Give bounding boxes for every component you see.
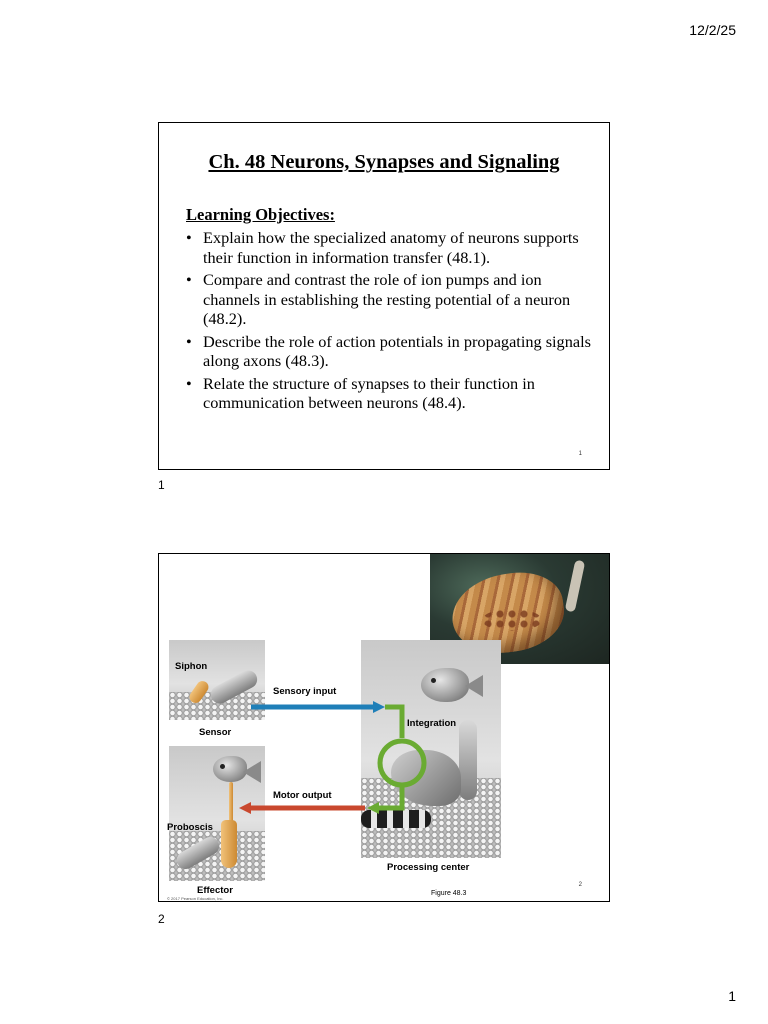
motor-output-label: Motor output	[273, 790, 332, 801]
slide-index-label: 2	[158, 912, 165, 926]
slide-2	[158, 553, 610, 902]
figure-caption: Figure 48.3	[431, 890, 467, 897]
processing-center-label: Processing center	[387, 862, 470, 873]
sensory-input-arrow	[251, 701, 385, 713]
slide-1	[158, 122, 610, 470]
objective-item: • Describe the role of action potentials in propagating signals along axons (48.3).	[186, 332, 594, 371]
motor-output-arrow	[239, 802, 365, 814]
objective-item: • Relate the structure of synapses to their function in communication between neurons (48.4).	[186, 374, 594, 413]
effector-label: Effector	[197, 885, 233, 896]
page-number: 1	[728, 988, 736, 1004]
objective-item: • Compare and contrast the role of ion pumps and ion channels in establishing the resting potential of a neuron (48.2).	[186, 270, 594, 329]
page-date: 12/2/25	[689, 22, 736, 38]
objectives-heading: Learning Objectives:	[186, 205, 335, 224]
slide-title: Ch. 48 Neurons, Synapses and Signaling	[208, 151, 560, 173]
objectives-list	[186, 228, 594, 416]
siphon-label: Siphon	[175, 661, 208, 672]
slide-index-label: 1	[158, 478, 165, 492]
integration-label: Integration	[407, 718, 457, 729]
objective-item: • Explain how the specialized anatomy of neurons supports their function in information transfer (48.1).	[186, 228, 594, 267]
slide-number: 2	[578, 882, 582, 888]
slide-number: 1	[578, 451, 582, 457]
sensory-input-label: Sensory input	[273, 686, 337, 697]
proboscis-label: Proboscis	[167, 822, 213, 833]
sensor-label: Sensor	[199, 727, 232, 738]
copyright-notice: © 2017 Pearson Education, Inc.	[167, 896, 224, 901]
